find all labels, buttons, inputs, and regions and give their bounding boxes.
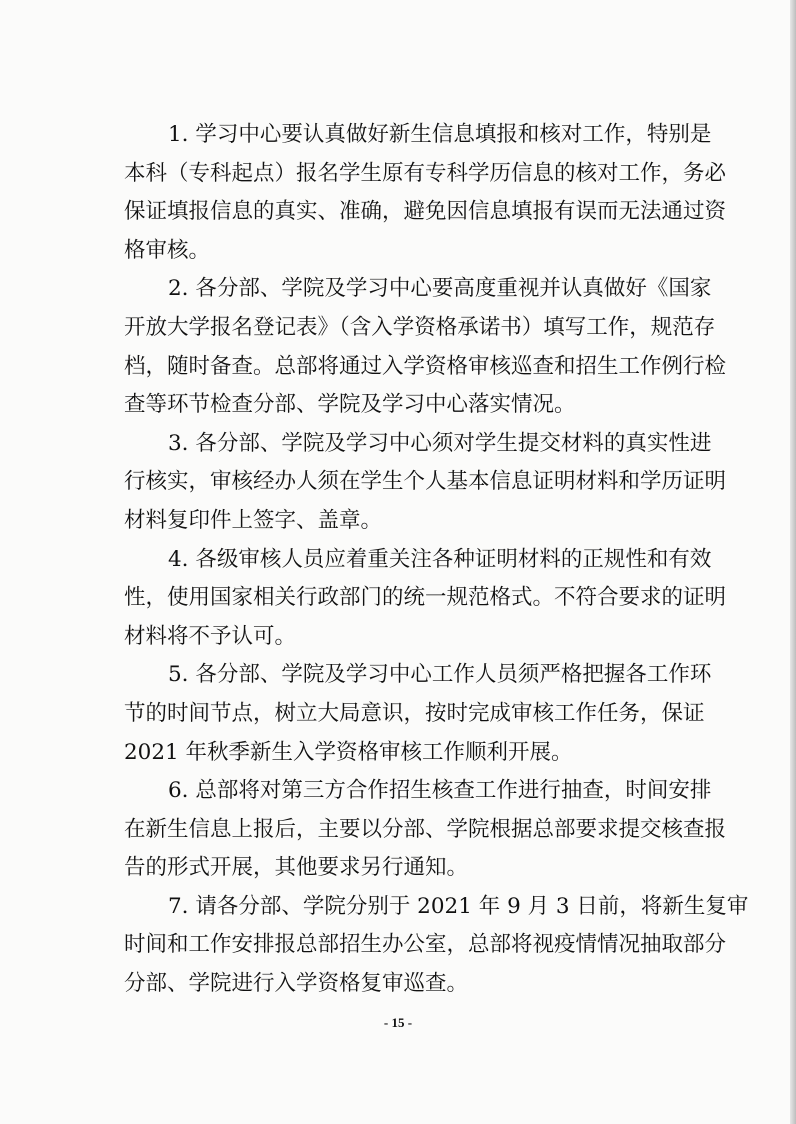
paragraph-line: 材料将不予认可。 — [124, 623, 297, 649]
paragraph-line: 1. 学习中心要认真做好新生信息填报和核对工作，特别是 — [168, 122, 712, 147]
paragraph-line: 本科（专科起点）报名学生原有专科学历信息的核对工作，务必 — [124, 160, 727, 186]
paragraph-6 — [124, 772, 727, 888]
paragraph-line: 7. 请各分部、学院分别于 2021 年 9 月 3 日前，将新生复审 — [168, 893, 749, 919]
paragraph-line: 告的形式开展，其他要求另行通知。 — [124, 855, 469, 881]
paragraph-line: 行核实，审核经办人须在学生个人基本信息证明材料和学历证明 — [124, 469, 727, 495]
paragraph-5 — [124, 656, 712, 772]
paragraph-line: 6. 总部将对第三方合作招生核查工作进行抽查，时间安排 — [168, 778, 712, 804]
paragraph-line: 节的时间节点，树立大局意识，按时完成审核工作任务，保证 — [124, 700, 705, 726]
paragraph-line: 2. 各分部、学院及学习中心要高度重视并认真做好《国家 — [168, 276, 712, 302]
paragraph-line: 分部、学院进行入学资格复审巡查。 — [124, 971, 469, 997]
paragraph-line: 格审核。 — [124, 237, 211, 263]
paragraph-line: 在新生信息上报后，主要以分部、学院根据总部要求提交核查报 — [124, 816, 727, 842]
paragraph-line: 开放大学报名登记表》（含入学资格承诺书）填写工作，规范存 — [124, 314, 716, 340]
paragraph-2 — [124, 270, 727, 424]
paragraph-line: 5. 各分部、学院及学习中心工作人员须严格把握各工作环 — [168, 662, 712, 688]
paragraph-4 — [124, 541, 727, 657]
paragraph-line: 档，随时备查。总部将通过入学资格审核巡查和招生工作例行检 — [124, 353, 727, 379]
paragraph-line: 2021 年秋季新生入学资格审核工作顺利开展。 — [124, 739, 573, 765]
document-body — [124, 116, 749, 1004]
scan-edge — [790, 0, 796, 1124]
paragraph-1 — [124, 116, 727, 270]
paragraph-line: 3. 各分部、学院及学习中心须对学生提交材料的真实性进 — [168, 430, 712, 456]
paragraph-line: 性，使用国家相关行政部门的统一规范格式。不符合要求的证明 — [124, 585, 727, 611]
paragraph-line: 保证填报信息的真实、准确，避免因信息填报有误而无法通过资 — [124, 199, 727, 225]
paragraph-line: 材料复印件上签字、盖章。 — [124, 507, 383, 533]
paragraph-line: 查等环节检查分部、学院及学习中心落实情况。 — [124, 392, 576, 418]
paragraph-7 — [124, 888, 749, 1004]
page-number: - 15 - — [383, 1015, 413, 1030]
paragraph-3 — [124, 425, 727, 541]
paragraph-line: 时间和工作安排报总部招生办公室，总部将视疫情情况抽取部分 — [124, 932, 727, 958]
paragraph-line: 4. 各级审核人员应着重关注各种证明材料的正规性和有效 — [168, 546, 712, 572]
